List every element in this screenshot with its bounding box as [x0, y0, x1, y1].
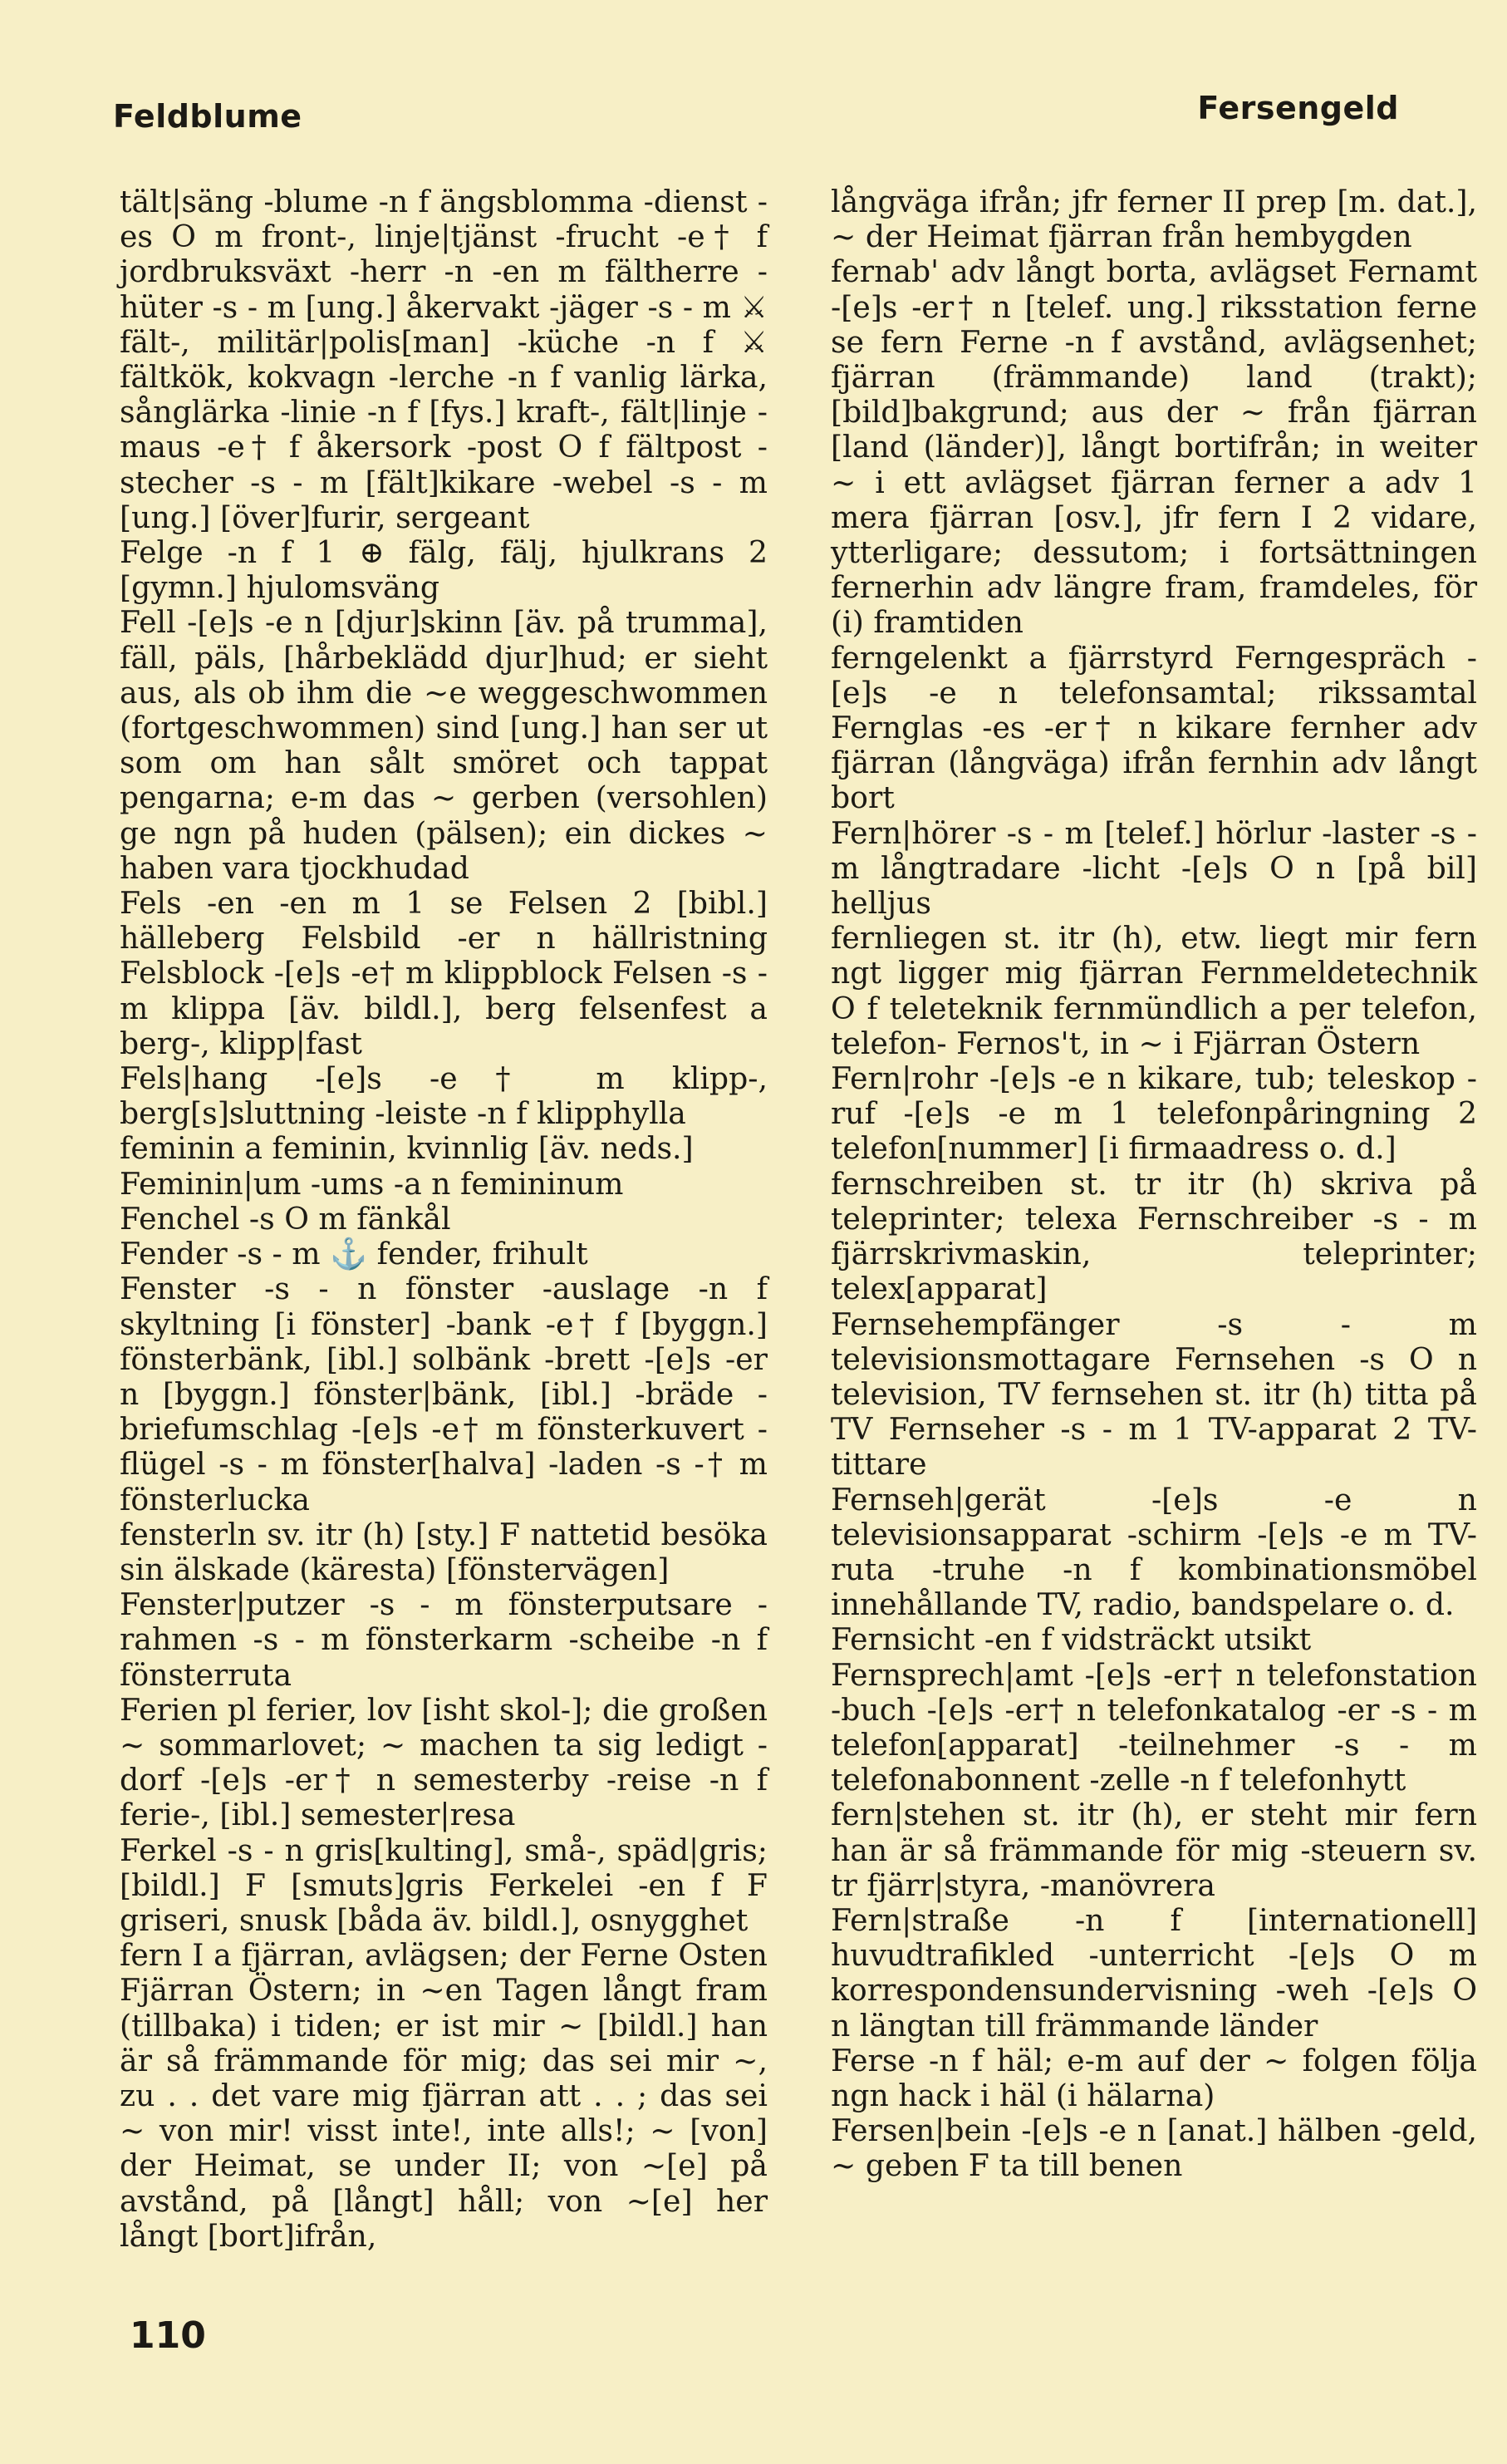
entry: långväga ifrån; jfr ferner II prep [m. dat.], ~ der Heimat fjärran från hembygden [831, 184, 1477, 255]
entry: Fernsehempfänger -s - m televisionsmottagare Fernsehen -s O n television, TV fernsehen st. itr (h) titta på TV Fernseher -s - m 1 TV-apparat 2 TV-tittare [831, 1306, 1477, 1483]
entry: Ferkel -s - n gris[kulting], små-, späd|gris; [bildl.] F [smuts]gris Ferkelei -en f F griseri, snusk [båda äv. bildl.], osnygghet [120, 1832, 768, 1938]
right-column [831, 184, 1477, 2184]
entry: Fernsprech|amt -[e]s -er† n telefonstation -buch -[e]s -er† n telefonkatalog -er -s - m telefon[apparat] -teilnehmer -s - m telefonabonnent -zelle -n f telefonhytt [831, 1656, 1477, 1798]
entry: Fern|straße -n f [internationell] huvudtrafikled -unterricht -[e]s O m korrespondensundervisning -weh -[e]s O n längtan till främmande länder [831, 1901, 1477, 2043]
entry: tält|säng -blume -n f ängsblomma -dienst -es O m front-, linje|tjänst -frucht -e† f jordbruksväxt -herr -n -en m fältherre -hüter -s - m [ung.] åkervakt -jäger -s - m ⚔ fält-, militär|polis[man] -küche -n f ⚔ fältkök, kokvagn -lerche -n f vanlig lärka, sånglärka -linie -n f [fys.] kraft-, fält|linje -maus -e† f åkersork -post O f fältpost -stecher -s - m [fält]kikare -webel -s - m [ung.] [över]furir, sergeant [120, 184, 768, 535]
entry: ferngelenkt a fjärrstyrd Ferngespräch -[e]s -e n telefonsamtal; rikssamtal Fernglas -es -er† n kikare fernher adv fjärran (långväga) ifrån fernhin adv långt bort [831, 639, 1477, 816]
entry: Fenster|putzer -s - m fönsterputsare -rahmen -s - m fönsterkarm -scheibe -n f fönsterruta [120, 1586, 768, 1693]
entry: Fern|hörer -s - m [telef.] hörlur -laster -s - m långtradare -licht -[e]s O n [på bil] helljus [831, 814, 1477, 922]
entry: Fender -s - m ⚓ fender, frihult [120, 1236, 588, 1272]
entry: feminin a feminin, kvinnlig [äv. neds.] [120, 1130, 694, 1167]
entry: Fersen|bein -[e]s -e n [anat.] hälben -geld, ~ geben F ta till benen [831, 2112, 1477, 2184]
entry: Ferse -n f häl; e-m auf der ~ folgen följa ngn hack i häl (i hälarna) [831, 2042, 1477, 2113]
running-head-right: Fersengeld [1197, 90, 1399, 126]
page-number: 110 [130, 2314, 206, 2357]
entry: Fenster -s - n fönster -auslage -n f skyltning [i fönster] -bank -e† f [byggn.] fönsterbänk, [ibl.] solbänk -brett -[e]s -er n [byggn.] fönster|bänk, [ibl.] -bräde -briefumschlag -[e]s -e† m fönsterkuvert -flügel -s - m fönster[halva] -laden -s -† m fönsterlucka [120, 1271, 768, 1517]
entry: fernschreiben st. tr itr (h) skriva på teleprinter; telexa Fernschreiber -s - m fjärrskrivmaskin, teleprinter; telex[apparat] [831, 1165, 1477, 1307]
entry: fernliegen st. itr (h), etw. liegt mir fern ngt ligger mig fjärran Fernmeldetechnik O f teleteknik fernmündlich a per telefon, telefon- Fernos't, in ~ i Fjärran Östern [831, 920, 1477, 1061]
entry: Fell -[e]s -e n [djur]skinn [äv. på trumma], fäll, päls, [hårbeklädd djur]hud; er sieht aus, als ob ihm die ~e weggeschwommen (fortgeschwommen) sind [ung.] han ser ut som om han sålt smöret och tappat pengarna; e-m das ~ gerben (versohlen) ge ngn på huden (pälsen); ein dickes ~ haben vara tjockhudad [120, 604, 768, 886]
entry: fernab' adv långt borta, avlägset Fernamt -[e]s -er† n [telef. ung.] riksstation ferne se fern Ferne -n f avstånd, avlägsenhet; fjärran (främmande) land (trakt); [bild]bakgrund; aus der ~ från fjärran [land (länder)], långt bortifrån; in weiter ~ i ett avlägset fjärran ferner a adv 1 mera fjärran [osv.], jfr fern I 2 vidare, ytterligare; dessutom; i fortsättningen fernerhin adv längre fram, framdeles, för (i) framtiden [831, 253, 1477, 641]
entry: Ferien pl ferier, lov [isht skol-]; die großen ~ sommarlovet; ~ machen ta sig ledigt -dorf -[e]s -er† n semesterby -reise -n f ferie-, [ibl.] semester|resa [120, 1691, 768, 1833]
entry: Fern|rohr -[e]s -e n kikare, tub; teleskop -ruf -[e]s -e m 1 telefonpåringning 2 telefon[nummer] [i firmaadress o. d.] [831, 1060, 1477, 1167]
entry: fensterln sv. itr (h) [sty.] F nattetid besöka sin älskade (käresta) [fönstervägen] [120, 1516, 768, 1587]
entry: Fels|hang -[e]s -e† m klipp-, berg[s]sluttning -leiste -n f klipphylla [120, 1060, 768, 1132]
entry: Fels -en -en m 1 se Felsen 2 [bibl.] hälleberg Felsbild -er n hällristning Felsblock -[e]s -e† m klippblock Felsen -s - m klippa [äv. bildl.], berg felsenfest a berg-, klipp|fast [120, 885, 768, 1061]
entry: Felge -n f 1 ⊕ fälg, fälj, hjulkrans 2 [gymn.] hjulomsväng [120, 534, 768, 606]
entry: Fernseh|gerät -[e]s -e n televisionsapparat -schirm -[e]s -e m TV-ruta -truhe -n f kombinationsmöbel innehållande TV, radio, bandspelare o. d. [831, 1481, 1477, 1623]
left-column [120, 184, 768, 2254]
entry: fern|stehen st. itr (h), er steht mir fern han är så främmande för mig -steuern sv. tr fjärr|styra, -manövrera [831, 1797, 1477, 1903]
entry: Fenchel -s O m fänkål [120, 1200, 451, 1237]
entry: fern I a fjärran, avlägsen; der Ferne Osten Fjärran Östern; in ~en Tagen långt fram (tillbaka) i tiden; er ist mir ~ [bildl.] han är så främmande för mig; das sei mir ~, zu . . det vare mig fjärran att . . ; das sei ~ von mir! visst inte!, inte alls!; ~ [von] der Heimat, se under II; von ~[e] på avstånd, på [långt] håll; von ~[e] her långt [bort]ifrån, [120, 1937, 768, 2254]
running-head-left: Feldblume [113, 98, 302, 135]
entry: Fernsicht -en f vidsträckt utsikt [831, 1621, 1312, 1658]
entry: Feminin|um -ums -a n femininum [120, 1165, 624, 1202]
